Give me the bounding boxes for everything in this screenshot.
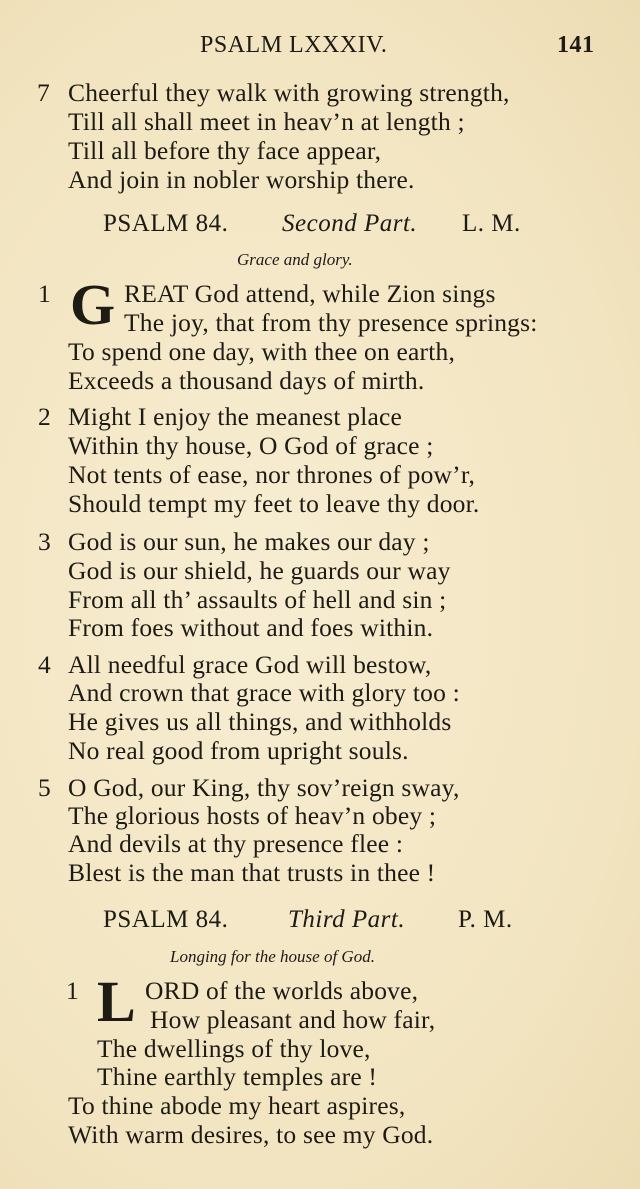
page-number: 141 xyxy=(557,32,595,58)
verse-line: And join in nobler worship there. xyxy=(68,165,415,194)
verse-line: Exceeds a thousand days of mirth. xyxy=(68,366,425,395)
verse-line: From foes without and foes within. xyxy=(68,613,434,642)
stanza-number: 2 xyxy=(38,402,51,431)
section-heading-meter: L. M. xyxy=(462,210,521,237)
stanza-number: 5 xyxy=(38,773,51,802)
verse-line: All needful grace God will bestow, xyxy=(68,650,432,679)
verse-line: Might I enjoy the meanest place xyxy=(68,402,403,431)
verse-line: ORD of the worlds above, xyxy=(145,976,419,1005)
section-heading-part: Third Part. xyxy=(288,906,406,933)
verse-line: God is our shield, he guards our way xyxy=(68,556,451,585)
verse-line: No real good from upright souls. xyxy=(68,736,409,765)
section-heading-part: Second Part. xyxy=(282,210,418,237)
verse-line: To thine abode my heart aspires, xyxy=(68,1091,406,1120)
section-subtitle: Grace and glory. xyxy=(237,250,353,269)
stanza-number: 1 xyxy=(66,976,79,1005)
stanza-number: 3 xyxy=(38,527,51,556)
verse-line: With warm desires, to see my God. xyxy=(68,1120,434,1149)
verse-line: Within thy house, O God of grace ; xyxy=(68,431,434,460)
verse-line: Should tempt my feet to leave thy door. xyxy=(68,489,480,518)
stanza-number: 4 xyxy=(38,650,51,679)
stanza-number: 1 xyxy=(38,279,51,308)
verse-line: Till all before thy face appear, xyxy=(68,136,382,165)
verse-line: To spend one day, with thee on earth, xyxy=(68,337,456,366)
verse-line: The glorious hosts of heav’n obey ; xyxy=(68,801,437,830)
section-subtitle: Longing for the house of God. xyxy=(170,947,375,966)
stanza-number: 7 xyxy=(37,78,50,107)
verse-line: Cheerful they walk with growing strength, xyxy=(68,78,510,107)
running-title: PSALM LXXXIV. xyxy=(200,32,388,58)
verse-line: And crown that grace with glory too : xyxy=(68,678,460,707)
verse-line: Thine earthly temples are ! xyxy=(97,1062,378,1091)
drop-cap: L xyxy=(97,969,136,1034)
drop-cap: G xyxy=(70,272,116,337)
verse-line: From all th’ assaults of hell and sin ; xyxy=(68,585,447,614)
verse-line: He gives us all things, and withholds xyxy=(68,707,452,736)
verse-line: The dwellings of thy love, xyxy=(97,1034,371,1063)
verse-line: Blest is the man that trusts in thee ! xyxy=(68,858,436,887)
section-heading-psalm: PSALM 84. xyxy=(103,210,229,237)
section-heading-meter: P. M. xyxy=(458,906,513,933)
verse-line: Till all shall meet in heav’n at length ; xyxy=(68,107,465,136)
verse-line: God is our sun, he makes our day ; xyxy=(68,527,430,556)
verse-line: The joy, that from thy presence springs: xyxy=(124,308,538,337)
section-heading-psalm: PSALM 84. xyxy=(103,906,229,933)
verse-line: Not tents of ease, nor thrones of pow’r, xyxy=(68,460,476,489)
verse-line: And devils at thy presence flee : xyxy=(68,829,404,858)
verse-line: O God, our King, thy sov’reign sway, xyxy=(68,773,460,802)
verse-line: REAT God attend, while Zion sings xyxy=(124,279,496,308)
verse-line: How pleasant and how fair, xyxy=(150,1005,436,1034)
